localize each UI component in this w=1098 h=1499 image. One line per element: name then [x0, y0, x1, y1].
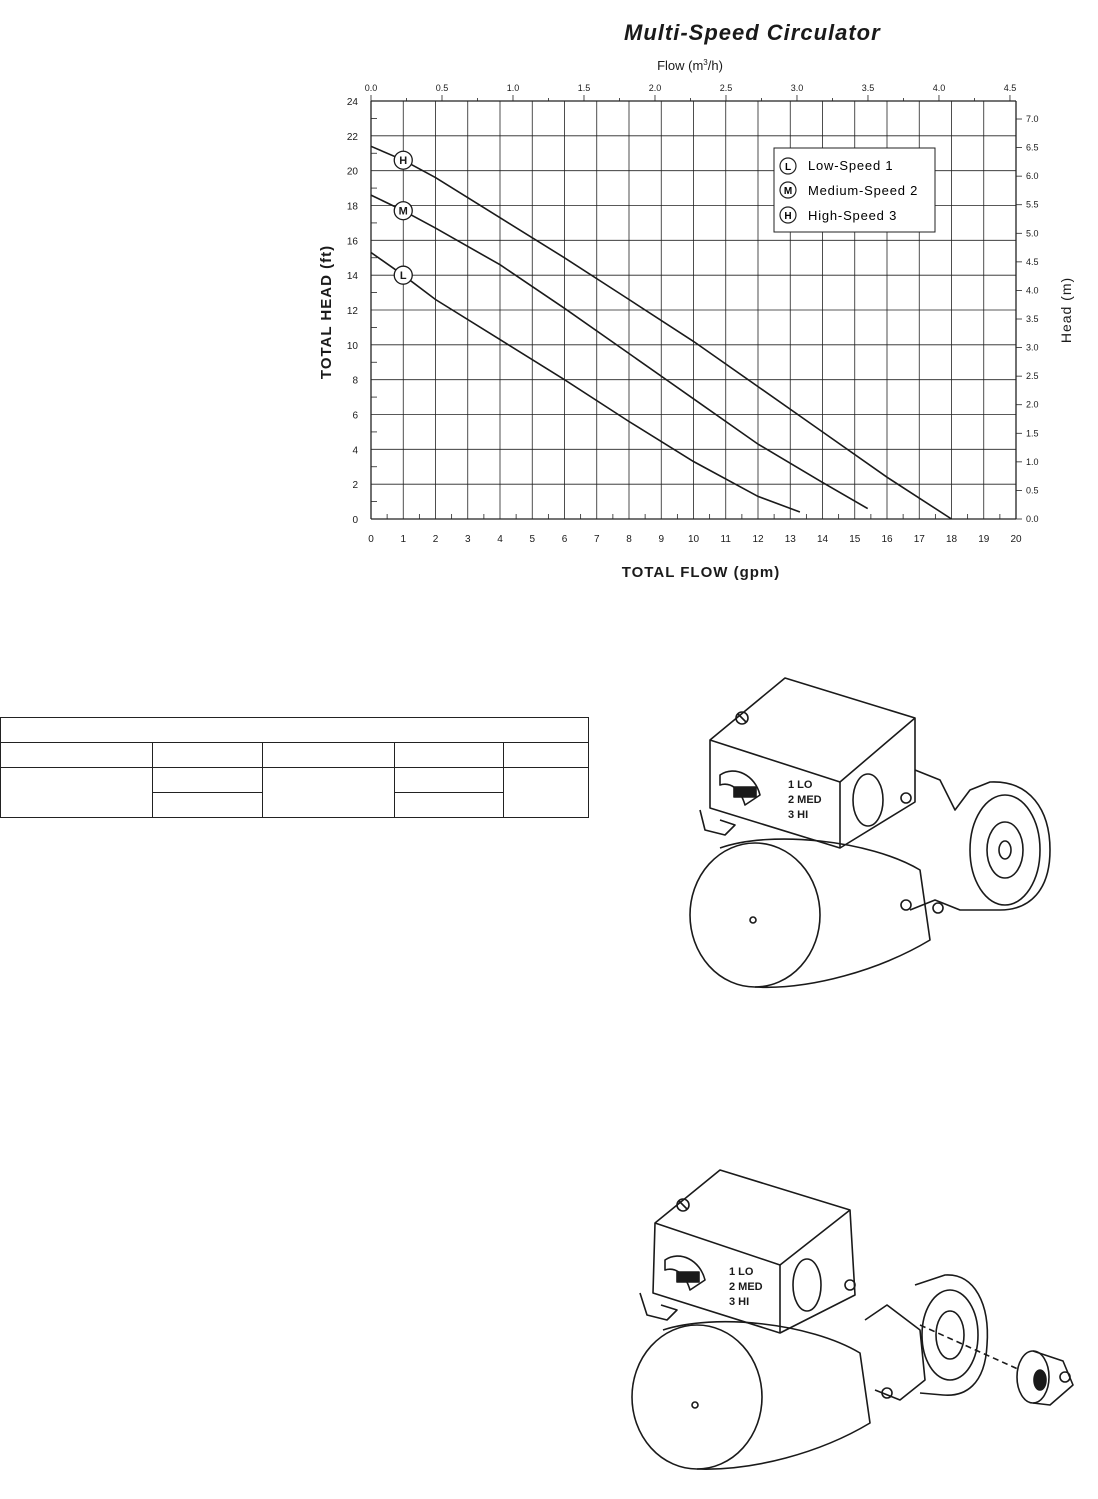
table-cell	[504, 743, 589, 768]
x-tick-label: 4	[497, 534, 503, 545]
table-cell	[263, 743, 395, 768]
x-top-axis-label	[657, 58, 723, 73]
table-cell	[1, 768, 153, 818]
x-tick-label: 8	[626, 534, 632, 545]
y-right-tick-label: 3.0	[1026, 342, 1039, 353]
x-tick-label: 16	[881, 534, 893, 545]
switch-label-lo: 1 LO	[788, 779, 813, 791]
y-tick-label: 16	[346, 236, 358, 248]
x-tick-label: 17	[913, 534, 925, 545]
x-top-tick-label: 3.5	[861, 83, 875, 93]
y-tick-label: 20	[346, 166, 358, 178]
table-cell	[153, 793, 263, 818]
x-tick-label: 6	[561, 534, 568, 545]
x-top-tick-label: 2.0	[648, 83, 662, 93]
y-tick-label: 18	[346, 201, 358, 213]
y-right-tick-label: 0.5	[1026, 485, 1039, 496]
y-tick-label: 2	[352, 480, 358, 492]
chart-title: Multi-Speed Circulator	[624, 20, 881, 45]
x-tick-label: 1	[400, 534, 407, 545]
x-top-tick-label: 3.0	[790, 83, 804, 93]
curve-marker-label: H	[399, 155, 408, 168]
x-top-tick-label: 4.5	[1003, 83, 1017, 93]
x-top-tick-label: 1.5	[577, 83, 591, 93]
x-tick-label: 10	[687, 534, 700, 545]
table-header-row	[1, 718, 589, 743]
legend-marker-high: H	[784, 211, 792, 222]
y-axis-label: TOTAL HEAD (ft)	[318, 244, 335, 380]
table-cell	[263, 768, 395, 818]
performance-chart	[0, 0, 1098, 600]
y-tick-label: 24	[346, 97, 358, 108]
exploded-switch-label-hi: 3 HI	[729, 1296, 750, 1308]
y-right-tick-label: 4.0	[1026, 285, 1039, 296]
table-row	[1, 743, 589, 768]
x-tick-label: 18	[945, 534, 958, 545]
table-cell	[395, 793, 504, 818]
y-tick-label: 12	[346, 306, 358, 317]
y-right-tick-label: 1.0	[1026, 456, 1039, 467]
x-top-tick-label: 0.0	[364, 83, 378, 93]
x-tick-label: 0	[368, 534, 374, 545]
series-line-m	[371, 195, 868, 509]
x-tick-label: 9	[658, 534, 665, 545]
circulator-pump-exploded-illustration	[625, 1165, 1095, 1495]
x-tick-label: 20	[1010, 534, 1022, 545]
y-tick-label: 4	[352, 445, 358, 457]
switch-label-med: 2 MED	[788, 794, 822, 806]
x-top-label-suffix: /h)	[707, 58, 723, 73]
table-cell	[153, 768, 263, 793]
y-tick-label: 8	[352, 375, 358, 387]
y-right-tick-label: 5.5	[1026, 199, 1039, 210]
y-tick-label: 0	[352, 515, 358, 526]
curve-marker-m	[394, 202, 412, 220]
x-tick-label: 11	[720, 534, 731, 545]
x-tick-label: 2	[432, 534, 439, 545]
y-right-tick-label: 0.0	[1026, 514, 1039, 524]
exploded-switch-label-lo: 1 LO	[729, 1266, 754, 1278]
y-right-tick-label: 4.5	[1026, 256, 1039, 267]
exploded-switch-label-med: 2 MED	[729, 1281, 763, 1293]
y-tick-label: 6	[352, 410, 358, 422]
curve-marker-l	[394, 266, 412, 284]
y-right-tick-label: 5.0	[1026, 228, 1039, 239]
x-top-tick-label: 2.5	[719, 83, 733, 93]
y-tick-label: 22	[346, 131, 358, 143]
y-tick-label: 10	[346, 340, 358, 352]
table-cell	[153, 743, 263, 768]
y-right-tick-label: 7.0	[1026, 114, 1039, 125]
y-right-tick-label: 2.5	[1026, 371, 1039, 382]
table-cell	[1, 718, 589, 743]
table-cell	[504, 768, 589, 818]
x-tick-label: 15	[849, 534, 861, 545]
circulator-pump-illustration	[680, 670, 1070, 1000]
x-tick-label: 19	[978, 534, 990, 545]
legend-marker-medium: M	[783, 186, 793, 197]
curve-marker-label: L	[399, 270, 407, 283]
x-tick-label: 12	[752, 534, 764, 545]
x-tick-label: 13	[784, 534, 796, 545]
table-row	[1, 768, 589, 793]
x-axis-label: TOTAL FLOW (gpm)	[621, 564, 781, 581]
curve-marker-h	[394, 151, 412, 169]
curve-marker-label: M	[398, 205, 408, 218]
y-right-tick-label: 6.0	[1026, 171, 1039, 182]
x-tick-label: 5	[529, 534, 536, 545]
table-cell	[395, 768, 504, 793]
x-top-tick-label: 0.5	[435, 83, 449, 93]
legend-label-medium: Medium-Speed 2	[808, 183, 919, 198]
spec-table	[0, 717, 589, 818]
x-top-tick-label: 4.0	[932, 83, 946, 93]
legend-label-high: High-Speed 3	[808, 208, 898, 223]
x-top-tick-label: 1.0	[506, 83, 520, 93]
switch-label-hi: 3 HI	[788, 809, 809, 821]
y-right-axis-label: Head (m)	[1058, 276, 1074, 344]
y-right-tick-label: 3.5	[1026, 314, 1039, 325]
table-cell	[395, 743, 504, 768]
legend-label-low: Low-Speed 1	[808, 158, 894, 173]
y-right-tick-label: 1.5	[1026, 428, 1039, 439]
x-tick-label: 14	[816, 534, 829, 545]
x-tick-label: 7	[593, 534, 600, 545]
x-tick-label: 3	[464, 534, 471, 545]
x-top-label-sup: 3	[703, 58, 708, 67]
chart-legend	[774, 148, 935, 232]
y-right-tick-label: 6.5	[1026, 142, 1039, 153]
y-right-tick-label: 2.0	[1026, 399, 1039, 410]
x-top-label-prefix: Flow (m	[657, 58, 704, 73]
legend-marker-low: L	[784, 162, 792, 173]
table-cell	[1, 743, 153, 768]
y-tick-label: 14	[346, 271, 358, 283]
